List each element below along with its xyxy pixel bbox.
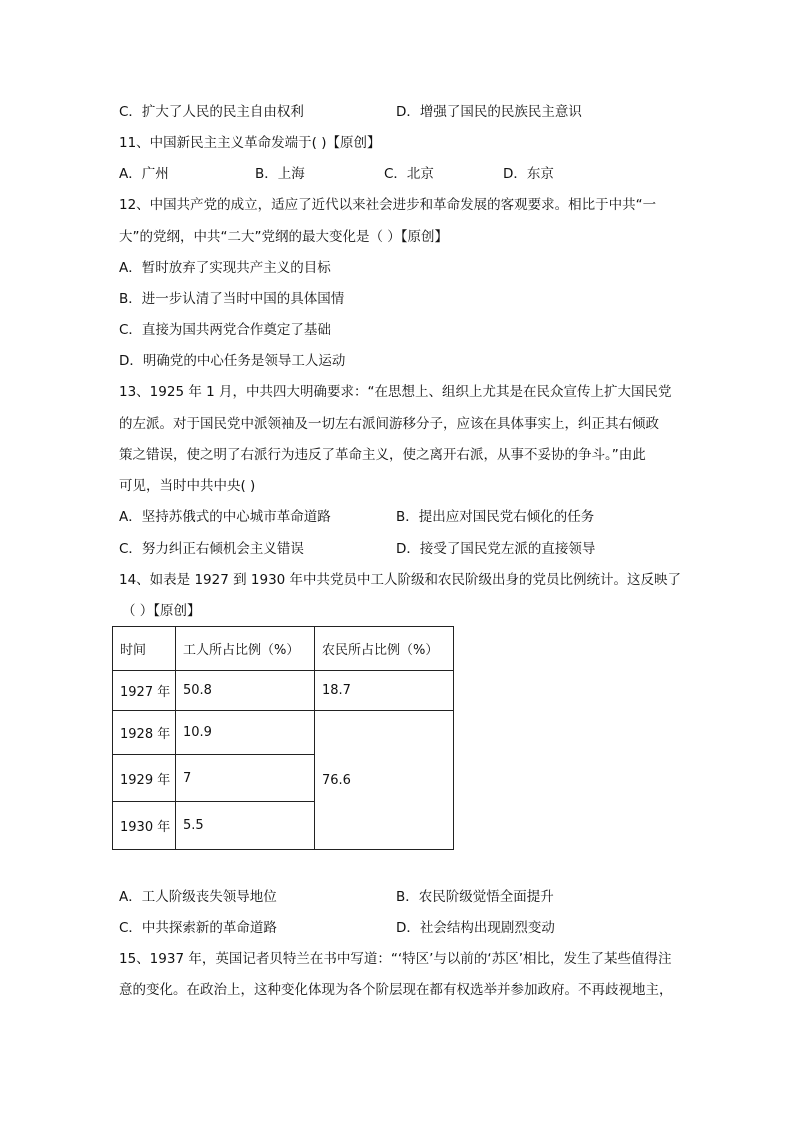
cell-worker: 5.5	[176, 802, 315, 850]
q14-option-a: A．工人阶级丧失领导地位	[119, 889, 277, 905]
q15-stem-line-1: 15、1937 年，英国记者贝特兰在书中写道：“‘特区’与以前的‘苏区’相比，发生了某些值得注	[119, 951, 672, 967]
cell-worker: 50.8	[176, 671, 315, 711]
q11-option-a: A．广州	[119, 166, 169, 182]
cell-worker: 10.9	[176, 711, 315, 755]
cell-peasant-merged: 76.6	[315, 711, 454, 850]
cell-year: 1927 年	[113, 671, 176, 711]
q13-stem-line-3: 策之错误，使之明了右派行为违反了革命主义，使之离开右派，从事不妥协的争斗。”由此	[119, 447, 646, 463]
header-peasant-ratio: 农民所占比例（%）	[315, 627, 454, 671]
q14-option-c: C．中共探索新的革命道路	[119, 920, 277, 936]
cell-worker: 7	[176, 755, 315, 802]
table-row	[113, 671, 454, 711]
q10-option-c: C．扩大了人民的民主自由权利	[119, 104, 304, 120]
q13-option-d: D．接受了国民党左派的直接领导	[396, 541, 596, 557]
cell-year: 1929 年	[113, 755, 176, 802]
table-row	[113, 711, 454, 755]
q14-option-b: B．农民阶级觉悟全面提升	[396, 889, 554, 905]
party-member-ratio-table	[112, 626, 454, 850]
q13-option-c: C．努力纠正右倾机会主义错误	[119, 541, 304, 557]
q12-stem-line-1: 12、中国共产党的成立，适应了近代以来社会进步和革命发展的客观要求。相比于中共“一	[119, 197, 657, 213]
q15-stem-line-2: 意的变化。在政治上，这种变化体现为各个阶层现在都有权选举并参加政府。不再歧视地主，	[119, 982, 673, 998]
q11-option-b: B．上海	[255, 166, 305, 182]
q11-option-c: C．北京	[384, 166, 434, 182]
q12-stem-line-2: 大”的党纲，中共“二大”党纲的最大变化是（ ）【原创】	[119, 229, 449, 245]
q11-stem: 11、中国新民主主义革命发端于( )【原创】	[119, 135, 381, 151]
table-header-row	[113, 627, 454, 671]
q12-option-c: C．直接为国共两党合作奠定了基础	[119, 322, 331, 338]
q14-option-d: D．社会结构出现剧烈变动	[396, 920, 555, 936]
q12-option-b: B．进一步认清了当时中国的具体国情	[119, 291, 345, 307]
q13-stem-line-1: 13、1925 年 1 月，中共四大明确要求：“在思想上、组织上尤其是在民众宣传上扩大国民党	[119, 384, 672, 400]
q10-option-d: D．增强了国民的民族民主意识	[396, 104, 582, 120]
q14-stem-line-1: 14、如表是 1927 到 1930 年中共党员中工人阶级和农民阶级出身的党员比例统计。这反映了	[119, 572, 682, 588]
q12-option-a: A．暂时放弃了实现共产主义的目标	[119, 260, 331, 276]
cell-year: 1928 年	[113, 711, 176, 755]
header-worker-ratio: 工人所占比例（%）	[176, 627, 315, 671]
q13-option-b: B．提出应对国民党右倾化的任务	[396, 509, 595, 525]
cell-year: 1930 年	[113, 802, 176, 850]
q14-stem-line-2: （ ）【原创】	[122, 603, 201, 619]
cell-peasant: 18.7	[315, 671, 454, 711]
q13-stem-line-4: 可见，当时中共中央( )	[119, 478, 256, 494]
q12-option-d: D．明确党的中心任务是领导工人运动	[119, 353, 346, 369]
header-time: 时间	[113, 627, 176, 671]
q13-option-a: A．坚持苏俄式的中心城市革命道路	[119, 509, 331, 525]
q13-stem-line-2: 的左派。对于国民党中派领袖及一切左右派间游移分子，应该在具体事实上，纠正其右倾政	[119, 416, 659, 432]
q11-option-d: D．东京	[503, 166, 554, 182]
